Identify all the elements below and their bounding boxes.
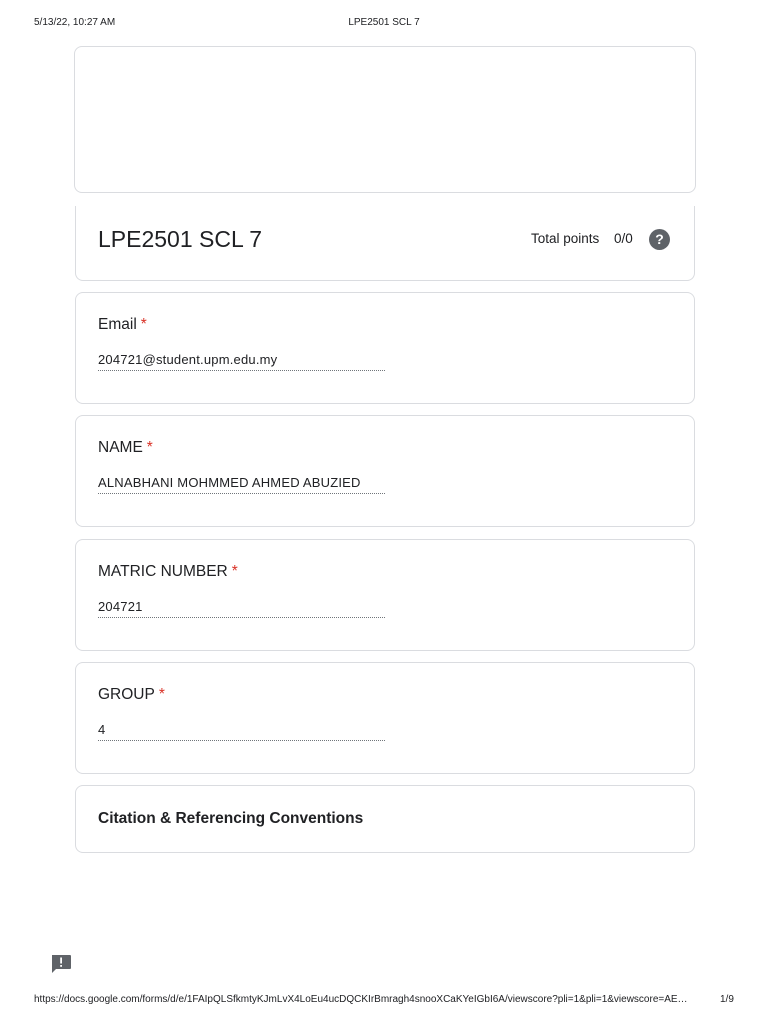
form-title: LPE2501 SCL 7 (98, 226, 263, 252)
required-asterisk: * (231, 563, 238, 580)
section-title: Citation & Referencing Conventions (98, 810, 364, 827)
question-title: Email (98, 316, 137, 333)
question-label (98, 439, 153, 457)
question-card-group (75, 662, 695, 774)
help-icon[interactable]: ? (649, 229, 670, 250)
header-banner (74, 46, 696, 193)
question-title: MATRIC NUMBER (98, 563, 228, 580)
print-title: LPE2501 SCL 7 (348, 17, 420, 28)
total-points-label: Total points (531, 231, 600, 246)
question-label (98, 686, 165, 704)
name-answer: ALNABHANI MOHMMED AHMED ABUZIED (98, 475, 385, 494)
question-card-email (75, 292, 695, 404)
section-card (75, 785, 695, 853)
print-datetime: 5/13/22, 10:27 AM (34, 17, 116, 28)
matric-number-answer: 204721 (98, 599, 385, 618)
group-answer: 4 (98, 722, 385, 741)
question-card-matric-number (75, 539, 695, 651)
print-url: https://docs.google.com/forms/d/e/1FAIpQLSfkmtyKJmLvX4LoEu4ucDQCKIrBmragh4snooXCaKYeIGbI6A/viewscore?pli=1&pli=1&viewscore=AE… (34, 994, 688, 1005)
print-footer (0, 994, 768, 1008)
question-title: GROUP (98, 686, 155, 703)
total-points-value: 0/0 (614, 231, 633, 246)
question-label (98, 563, 238, 581)
question-card-name (75, 415, 695, 527)
form-title-card (75, 206, 695, 281)
print-header (0, 17, 768, 31)
feedback-icon[interactable] (50, 954, 72, 974)
required-asterisk: * (158, 686, 165, 703)
required-asterisk: * (140, 316, 147, 333)
email-answer: 204721@student.upm.edu.my (98, 352, 385, 371)
question-title: NAME (98, 439, 143, 456)
question-label (98, 316, 147, 334)
page-number: 1/9 (720, 994, 734, 1005)
required-asterisk: * (146, 439, 153, 456)
